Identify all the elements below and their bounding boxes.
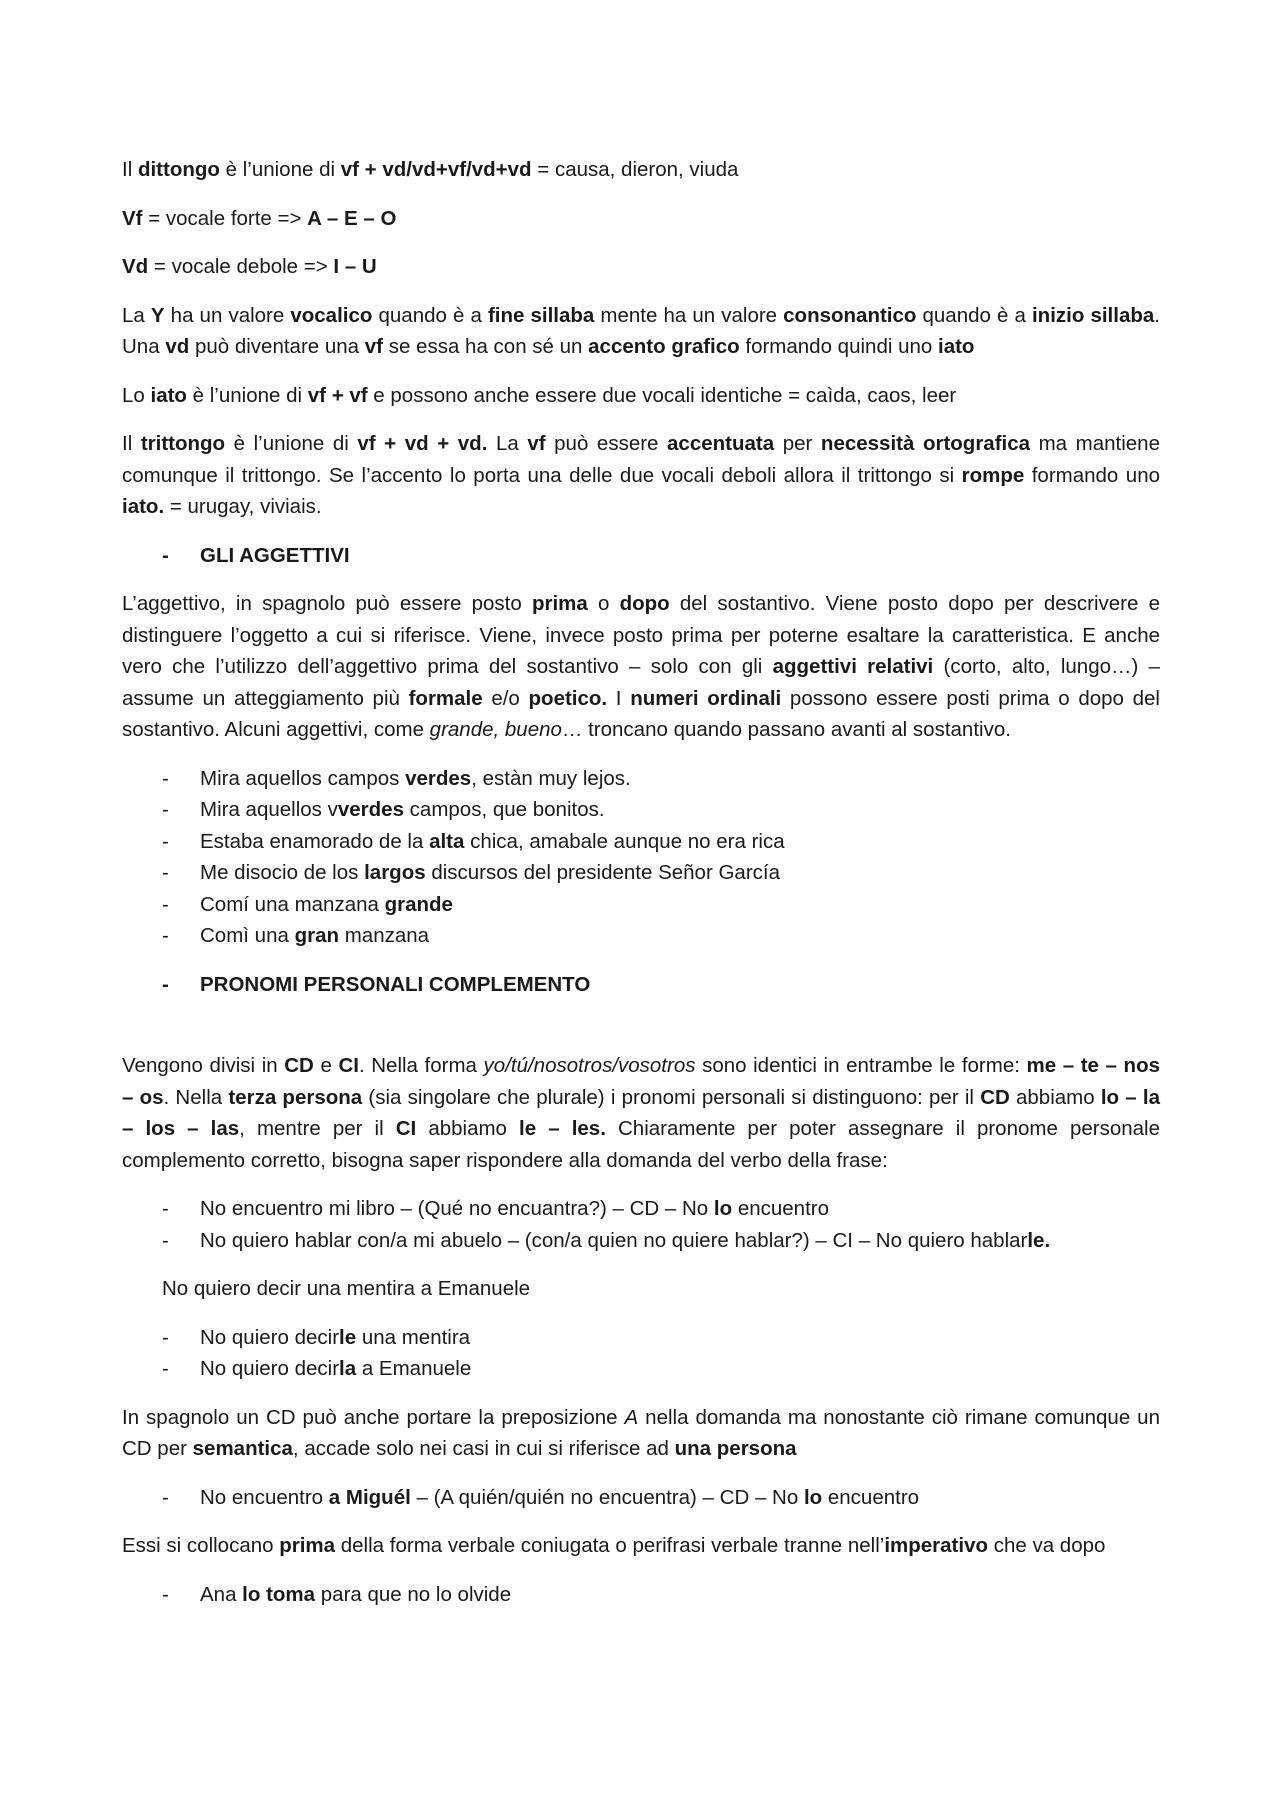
list-item: - No quiero hablar con/a mi abuelo – (con/a quien no quiere hablar?) – CI – No quiero hablarle.: [122, 1225, 1160, 1257]
list-item: - No quiero decirla a Emanuele: [122, 1353, 1160, 1385]
list-item: - Comí una manzana grande: [122, 889, 1160, 921]
example-list-decir: [122, 1322, 1160, 1385]
example-list-cd-ci: [122, 1193, 1160, 1256]
paragraph-dittongo: Il dittongo è l’unione di vf + vd/vd+vf/vd+vd = causa, dieron, viuda: [122, 158, 739, 181]
paragraph-vocale-forte: Vf = vocale forte => A – E – O: [122, 206, 397, 230]
list-item: - Mira aquellos campos verdes, estàn muy lejos.: [122, 763, 1160, 795]
list-item: - Ana lo toma para que no lo olvide: [122, 1579, 1160, 1611]
list-item: - No quiero decirle una mentira: [122, 1322, 1160, 1354]
heading-text: - PRONOMI PERSONALI COMPLEMENTO: [122, 969, 1160, 1001]
paragraph-aggettivo: L’aggettivo, in spagnolo può essere posto prima o dopo del sostantivo. Viene posto dopo per descrivere e distinguere l’oggetto a cui si riferisce. Viene, invece posto prima per poterne esaltare la caratteristica. E anche vero che l’utilizzo dell’aggettivo prima del sostantivo – solo con gli aggettivi relativi (corto, alto, lungo…) – assume un atteggiamento più formale e/o poetico. I numeri ordinali possono essere posti prima o dopo del sostantivo. Alcuni aggettivi, come grande, bueno… troncano quando passano avanti al sostantivo.: [122, 592, 1160, 741]
heading-text: - GLI AGGETTIVI: [122, 540, 1160, 572]
list-item: - No encuentro mi libro – (Qué no encuantra?) – CD – No lo encuentro: [122, 1193, 1160, 1225]
paragraph-collocazione: Essi si collocano prima della forma verbale coniugata o perifrasi verbale tranne nell’imperativo che va dopo: [122, 1534, 1106, 1557]
list-item: - No encuentro a Miguél – (A quién/quién no encuentra) – CD – No lo encuentro: [122, 1482, 1160, 1514]
paragraph-preposizione-a: In spagnolo un CD può anche portare la preposizione A nella domanda ma nonostante ciò rimane comunque un CD per semantica, accade solo nei casi in cui si riferisce ad una persona: [122, 1405, 1160, 1460]
list-item: - Mira aquellos vverdes campos, que bonitos.: [122, 794, 1160, 826]
paragraph-example-sentence: No quiero decir una mentira a Emanuele: [162, 1277, 531, 1300]
example-list-imperativo: [122, 1579, 1160, 1611]
paragraph-trittongo: Il trittongo è l’unione di vf + vd + vd. La vf può essere accentuata per necessità ortografica ma mantiene comunque il trittongo. Se l’accento lo porta una delle due vocali deboli allora il trittongo si rompe formando uno iato. = urugay, viviais.: [122, 432, 1160, 518]
paragraph-iato: Lo iato è l’unione di vf + vf e possono anche essere due vocali identiche = caìda, caos, leer: [122, 383, 957, 407]
example-list-persona: [122, 1482, 1160, 1514]
paragraph-y: La Y ha un valore vocalico quando è a fine sillaba mente ha un valore consonantico quando è a inizio sillaba. Una vd può diventare una vf se essa ha con sé un accento grafico formando quindi uno iato: [122, 303, 1160, 358]
section-heading-pronomi: [122, 969, 1160, 1001]
list-item: - Estaba enamorado de la alta chica, amabale aunque no era rica: [122, 826, 1160, 858]
list-item: - Me disocio de los largos discursos del presidente Señor García: [122, 857, 1160, 889]
paragraph-vocale-debole: Vd = vocale debole => I – U: [122, 255, 377, 278]
section-heading-aggettivi: [122, 540, 1160, 572]
list-item: - Comì una gran manzana: [122, 920, 1160, 952]
example-list-aggettivi: [122, 763, 1160, 952]
paragraph-pronomi: Vengono divisi in CD e CI. Nella forma yo/tú/nosotros/vosotros sono identici in entrambe le forme: me – te – nos – os. Nella terza persona (sia singolare che plurale) i pronomi personali si distinguono: per il CD abbiamo lo – la – los – las, mentre per il CI abbiamo le – les. Chiaramente per poter assegnare il pronome personale complemento corretto, bisogna saper rispondere alla domanda del verbo della frase:: [122, 1054, 1160, 1172]
